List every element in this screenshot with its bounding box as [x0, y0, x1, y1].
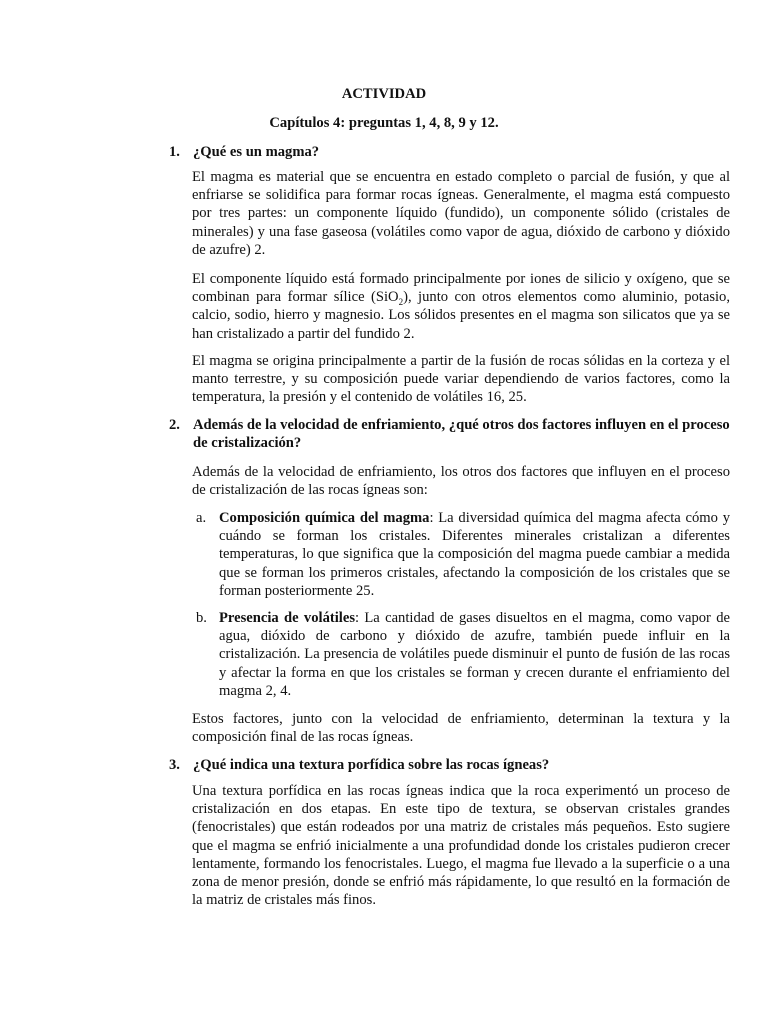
list-item-text: : La cantidad de gases disueltos en el magma, como vapor de agua, dióxido de carbono y dióxido de azufre, también puede influir en la cristalización. La presencia de volátiles puede disminuir el punto de fusión de las rocas y afectar la forma en que los cristales se forman y crecen durante el enfriamiento del magma 2, 4.	[219, 610, 731, 699]
list-item	[196, 509, 730, 600]
list-item-text: : La diversidad química del magma afecta cómo y cuándo se forman los cristales. Diferentes minerales cristalizan a diferentes temperaturas, lo que significa que la composición del magma puede cambiar a medida que se forman los primeros cristales, afectando la composición de los cristales que se forman posteriormente 25.	[219, 510, 730, 599]
q3-paragraph-1: Una textura porfídica en las rocas ígneas indica que la roca experimentó un proceso de cristalización en dos etapas. En este tipo de textura, se observan cristales grandes (fenocristales) que están rodeados por una matriz de cristales más pequeños. Esto sugiere que el magma se enfrió inicialmente a una profundidad donde los cristales pudieron crecer lentamente, formando los fenocristales. Luego, el magma fue llevado a la superficie o a una zona de menor presión, donde se enfrió más rápidamente, lo que resultó en la formación de la matriz de cristales más finos.	[192, 783, 730, 909]
question-1	[169, 143, 731, 161]
list-item	[196, 609, 730, 700]
q1-paragraph-3: El magma se origina principalmente a partir de la fusión de rocas sólidas en la corteza y el manto terrestre, y su composición puede variar dependiendo de varios factores, como la temperatura, la presión y el contenido de volátiles 16, 25.	[192, 353, 730, 406]
list-item-body	[219, 609, 730, 700]
list-item-term: Composición química del magma	[219, 510, 430, 526]
q1-paragraph-1: El magma es material que se encuentra en estado completo o parcial de fusión, y que al enfriarse se solidifica para formar rocas ígneas. Generalmente, el magma está compuesto por tres partes: un componente líquido (fundido), un componente sólido (cristales de minerales) y una fase gaseosa (volátiles como vapor de agua, dióxido de carbono y dióxido de azufre) 2.	[192, 169, 730, 258]
list-letter: b.	[196, 610, 207, 626]
q1-paragraph-2	[192, 270, 730, 343]
subscript: 2	[398, 297, 404, 308]
question-2	[169, 416, 731, 452]
question-text: Además de la velocidad de enfriamiento, ¿qué otros dos factores influyen en el proceso de cristalización?	[193, 417, 730, 452]
q2-closing: Estos factores, junto con la velocidad de enfriamiento, determinan la textura y la composición final de las rocas ígneas.	[192, 711, 730, 746]
question-3	[169, 756, 731, 774]
question-text: ¿Qué es un magma?	[193, 144, 320, 160]
question-number: 2.	[169, 417, 180, 433]
question-text: ¿Qué indica una textura porfídica sobre las rocas ígneas?	[193, 757, 550, 773]
document-title: ACTIVIDAD	[341, 86, 427, 102]
q1-p2-end: ), junto con otros elementos como aluminio, potasio, calcio, sodio, hierro y magnesio. Los sólidos presentes en el magma son silicatos que ya se han cristalizado a partir del fundido 2.	[192, 289, 730, 342]
q2-intro: Además de la velocidad de enfriamiento, los otros dos factores que influyen en el proceso de cristalización de las rocas ígneas son:	[192, 464, 730, 499]
question-number: 3.	[169, 757, 180, 773]
q1-p2-start: El componente líquido está formado principalmente por iones de silicio y oxígeno, que se combinan para formar sílice (SiO	[192, 271, 730, 306]
list-letter: a.	[196, 510, 207, 526]
question-number: 1.	[169, 144, 180, 160]
document-subtitle: Capítulos 4: preguntas 1, 4, 8, 9 y 12.	[269, 115, 499, 131]
list-item-term: Presencia de volátiles	[219, 610, 356, 626]
list-item-body	[219, 509, 730, 600]
